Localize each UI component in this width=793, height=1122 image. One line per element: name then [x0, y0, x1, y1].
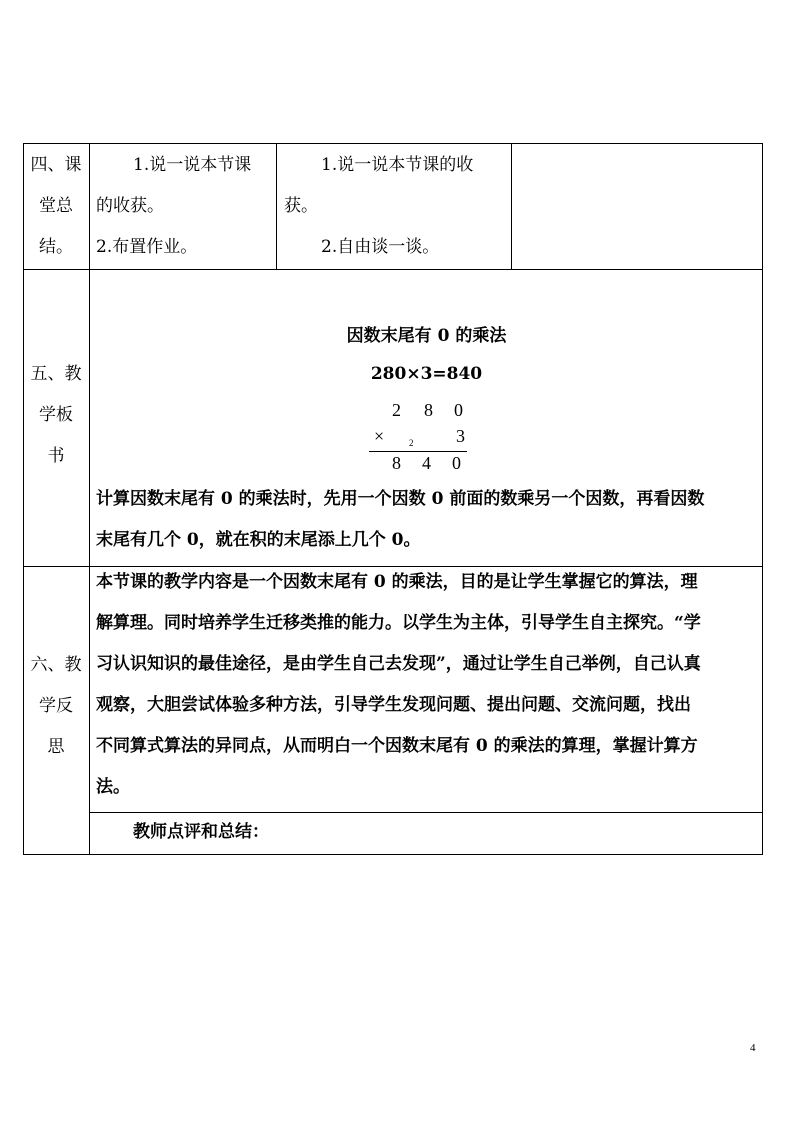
- summary-label-line: 结。: [39, 237, 73, 257]
- row-divider-1: [23, 269, 763, 270]
- digit: 4: [422, 453, 431, 473]
- rule-line: 计算因数末尾有 0 的乘法时，先用一个因数 0 前面的数乘另一个因数，再看因数: [96, 489, 705, 509]
- sum-line: [369, 451, 467, 452]
- page-number: 4: [750, 1042, 756, 1054]
- label-column-divider: [89, 143, 90, 855]
- teacher-line: 的收获。: [96, 196, 164, 216]
- multiply-sign: ×: [374, 426, 385, 446]
- reflection-line: 不同算式算法的异同点，从而明白一个因数末尾有 0 的乘法的算理，掌握计算方: [96, 736, 698, 756]
- summary-label-line: 堂总: [39, 196, 73, 216]
- reflection-line: 观察，大胆尝试体验多种方法，引导学生发现问题、提出问题、交流问题，找出: [96, 695, 691, 715]
- board-label-line: 书: [47, 446, 65, 466]
- reflection-label-line: 学反: [39, 696, 73, 716]
- student-line: 获。: [284, 196, 318, 216]
- teacher-comment-label: 教师点评和总结：: [133, 822, 269, 842]
- digit: 2: [392, 400, 401, 420]
- summary-divider-1: [276, 143, 277, 269]
- board-label-line: 学板: [39, 405, 73, 425]
- reflection-label-line: 六、教: [30, 655, 82, 675]
- rule-line: 末尾有几个 0，就在积的末尾添上几个 0。: [96, 530, 421, 550]
- student-line: 2.自由谈一谈。: [321, 237, 440, 257]
- reflection-label-line: 思: [47, 737, 65, 757]
- reflection-line: 法。: [96, 777, 130, 797]
- board-equation: 280×3=840: [370, 364, 483, 384]
- digit: 0: [452, 453, 461, 473]
- summary-divider-2: [511, 143, 512, 269]
- student-line: 1.说一说本节课的收: [321, 155, 474, 175]
- carry-digit: 2: [409, 438, 414, 448]
- digit: 0: [454, 400, 463, 420]
- board-label-line: 五、教: [30, 364, 82, 384]
- reflection-line: 本节课的教学内容是一个因数末尾有 0 的乘法，目的是让学生掌握它的算法，理: [96, 572, 698, 592]
- digit: 8: [424, 400, 433, 420]
- table-border-bottom: [23, 854, 763, 855]
- board-title: 因数末尾有 0 的乘法: [346, 326, 507, 346]
- table-border-top: [23, 143, 763, 144]
- table-border-right: [762, 143, 763, 855]
- teacher-line: 2.布置作业。: [96, 237, 198, 257]
- reflection-line: 习认识知识的最佳途径，是由学生自己去发现”，通过让学生自己举例，自己认真: [96, 654, 701, 674]
- summary-label-line: 四、课: [30, 155, 82, 175]
- digit: 8: [392, 453, 401, 473]
- reflection-line: 解算理。同时培养学生迁移类推的能力。以学生为主体，引导学生自主探究。“学: [96, 613, 701, 633]
- digit: 3: [456, 426, 465, 446]
- teacher-line: 1.说一说本节课: [133, 155, 252, 175]
